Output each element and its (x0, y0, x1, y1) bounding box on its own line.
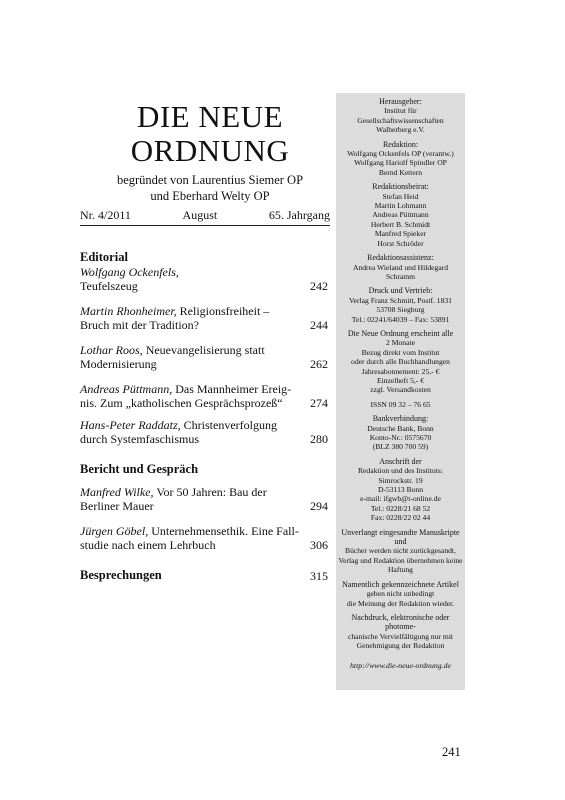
imprint-line: Andreas Püttmann (372, 210, 429, 220)
imprint-line: Manfred Spieker (374, 229, 427, 239)
imprint-print (338, 286, 463, 324)
founders-line2: und Eberhard Welty OP (150, 189, 270, 203)
toc-title-part2: Berliner Mauer (80, 499, 154, 513)
toc-title-part2: durch Systemfaschismus (80, 432, 199, 446)
divider (80, 225, 330, 226)
imprint-line: chanische Vervielfältigung nur mit (347, 631, 454, 641)
imprint-line: Tel.: 02241/64039 – Fax: 53891 (351, 314, 450, 324)
imprint-opinion (338, 580, 463, 608)
section-heading-besprechungen: Besprechungen (80, 568, 162, 582)
imprint-line: zzgl. Versandkosten (370, 385, 431, 395)
imprint-line: Wolfgang Hariolf Spindler OP (354, 158, 447, 168)
toc-page: 262 (310, 357, 328, 371)
imprint-line: Stefan Heid (382, 191, 419, 201)
toc-title-part2: Teufelszeug (80, 279, 138, 293)
founders-note (80, 172, 340, 204)
toc-entry (80, 524, 328, 552)
toc-page: 242 (310, 279, 328, 293)
toc-author: Hans-Peter Raddatz, (80, 418, 181, 432)
toc-entry (80, 485, 328, 513)
founders-line1: begründet von Laurentius Siemer OP (116, 173, 304, 187)
imprint-line: Deutsche Bank, Bonn (367, 423, 434, 433)
imprint-line: Namentlich gekennzeichnete Artikel (342, 579, 459, 589)
imprint-line: Jahresabonnement: 25,- € (361, 366, 440, 376)
toc-page: 274 (310, 396, 328, 410)
imprint-frequency (338, 329, 463, 395)
imprint-line: Gesellschaftswissenschaften (357, 115, 444, 125)
toc-page: 294 (310, 499, 328, 513)
toc-page: 315 (310, 569, 328, 583)
imprint-line: die Meinung der Redaktion wieder. (346, 598, 455, 608)
imprint-bank (338, 414, 463, 452)
imprint-line: Einzelheft 5,- € (376, 375, 425, 385)
imprint-assistance (338, 253, 463, 281)
imprint-line: Martin Lohmann (374, 201, 427, 211)
imprint-line: Andrea Wieland und Hildegard Schramm (352, 262, 449, 281)
imprint-publisher (338, 97, 463, 135)
imprint-line: 2 Monate (386, 338, 415, 348)
imprint-line: Verlag Franz Schmitt, Postf. 1831 (349, 295, 452, 305)
toc-author: Andreas Püttmann, (80, 382, 173, 396)
imprint-line: Konto-Nr.: 0575670 (369, 433, 432, 442)
imprint-line: Bücher werden nicht zurückgesandt, (345, 546, 456, 556)
imprint-advisory-board (338, 182, 463, 248)
imprint-line: oder durch alle Buchhandlungen (351, 357, 450, 367)
toc-entry (80, 343, 328, 371)
imprint-disclaimer (338, 528, 463, 575)
toc-entry (80, 418, 328, 446)
toc-title-part1: Das Mannheimer Ereig- (172, 382, 292, 396)
toc-author: Lothar Roos, (80, 343, 143, 357)
imprint-reprint (338, 613, 463, 651)
toc-title-part2: Bruch mit der Tradition? (80, 318, 199, 332)
imprint-line: geben nicht unbedingt (366, 589, 435, 599)
imprint-line: Haftung (388, 565, 413, 575)
toc-entry (80, 382, 328, 410)
issue-month: August (182, 208, 218, 222)
imprint-line: Bernd Kettern (378, 167, 423, 177)
toc-title-part1: Christenverfolgung (180, 418, 277, 432)
imprint-line: Herbert B. Schmidt (370, 219, 431, 229)
imprint-editors (338, 140, 463, 178)
toc-entry-besprechungen (80, 568, 328, 583)
imprint-line: 53708 Siegburg (376, 305, 425, 315)
toc-title-part2: studie nach einem Lehrbuch (80, 538, 216, 552)
imprint-line: Simrockstr. 19 (378, 475, 423, 485)
imprint-line: Bezug direkt vom Institut (361, 347, 440, 357)
toc-entry (80, 265, 328, 293)
imprint-line: Horst Schröder (377, 238, 424, 248)
toc-title-part1: Neuevangelisierung statt (142, 343, 265, 357)
imprint-line: ISSN 09 32 – 76 65 (370, 399, 431, 409)
issue-volume: 65. Jahrgang (268, 208, 330, 222)
toc-title-part2: nis. Zum „katholischen Gesprächsprozeß“ (80, 396, 283, 410)
page-number: 241 (442, 745, 461, 759)
issue-number: Nr. 4/2011 (80, 208, 131, 222)
imprint-line: Herausgeber: (379, 97, 422, 106)
imprint-line: Wolfgang Ockenfels OP (verantw.) (347, 149, 454, 159)
imprint-line: Fax: 0228/22 02 44 (370, 513, 431, 523)
imprint-sidebar (336, 93, 465, 690)
journal-title-line1: DIE NEUE (136, 99, 284, 134)
imprint-line: Tel.: 0228/21 68 52 (370, 503, 431, 513)
toc-title-part1: Religionsfreiheit – (176, 304, 270, 318)
imprint-line: Bankverbindung: (372, 414, 429, 424)
imprint-address (338, 457, 463, 523)
toc-title-part2: Modernisierung (80, 357, 157, 371)
imprint-line: Verlag und Redaktion übernehmen keine (338, 555, 463, 565)
imprint-line: Nachdruck, elektronische oder photome- (351, 612, 450, 632)
toc-author: Wolfgang Ockenfels, (80, 265, 179, 279)
section-heading-editorial: Editorial (80, 250, 128, 264)
website-url[interactable]: http://www.die-neue-ordnung.de (350, 660, 451, 670)
imprint-line: Redaktionsbeirat: (372, 182, 429, 192)
imprint-line: Anschrift der (379, 456, 422, 466)
toc-page: 280 (310, 432, 328, 446)
imprint-line: D-53113 Bonn (377, 485, 424, 495)
imprint-line: Institut für (384, 106, 417, 116)
toc-entry (80, 304, 328, 332)
imprint-issn (338, 400, 463, 409)
imprint-line: Redaktion und des Instituts: (357, 466, 443, 476)
imprint-line: Genehmigung der Redaktion (356, 641, 445, 651)
toc-author: Martin Rhonheimer, (80, 304, 177, 318)
toc-page: 244 (310, 318, 328, 332)
journal-title (80, 100, 340, 168)
toc-page: 306 (310, 538, 328, 552)
journal-title-line2: ORDNUNG (130, 133, 290, 168)
issue-line (80, 208, 330, 222)
imprint-line: Druck und Vertrieb: (368, 286, 433, 296)
imprint-line: Walberberg e.V. (376, 125, 425, 135)
imprint-line: Redaktion: (382, 139, 419, 149)
imprint-line: (BLZ 380 700 59) (372, 442, 429, 452)
section-heading-bericht: Bericht und Gespräch (80, 462, 199, 476)
toc-title-part1: Unternehmensethik. Eine Fall- (148, 524, 299, 538)
toc-author: Manfred Wilke, (80, 485, 154, 499)
toc-author: Jürgen Göbel, (80, 524, 149, 538)
imprint-line: e-mail: ifgwb@t-online.de (360, 494, 441, 504)
table-of-contents (80, 250, 328, 583)
toc-title-part1: Vor 50 Jahren: Bau der (153, 485, 267, 499)
imprint-line: Redaktionsassistenz: (367, 253, 434, 263)
imprint-line: Die Neue Ordnung erscheint alle (347, 328, 454, 338)
imprint-line: Unverlangt eingesandte Manuskripte und (341, 527, 460, 547)
